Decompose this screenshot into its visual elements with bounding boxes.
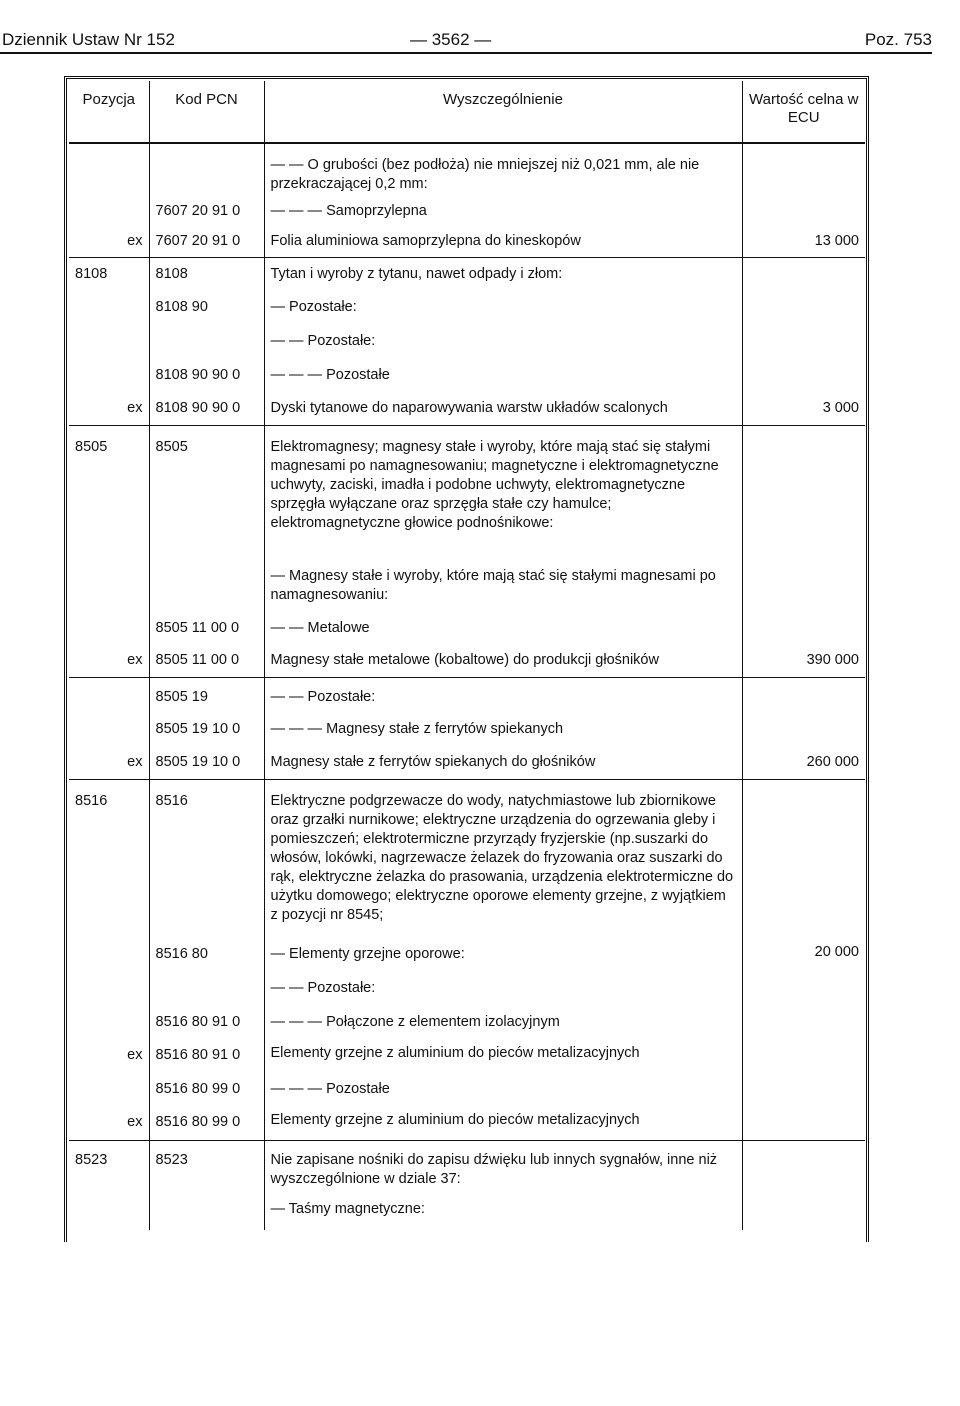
row-pozycja [69,1007,149,1040]
row-kod: 8523 [149,1140,264,1192]
row-wartosc [742,565,865,611]
row-desc: — Magnesy stałe i wyroby, które mają stać się stałymi magnesami po namagnesowaniu: [264,565,742,611]
row-wartosc: 3 000 [742,393,865,425]
row-wartosc [742,359,865,393]
row-pozycja: ex [69,226,149,257]
row-kod [149,1192,264,1230]
row-wartosc [742,973,865,1007]
table-row [69,1007,865,1040]
row-wartosc [742,143,865,194]
row-wartosc [742,194,865,226]
row-desc: — — Pozostałe: [264,973,742,1007]
row-kod: 8505 11 00 0 [149,645,264,677]
row-wartosc [742,257,865,291]
row-desc: — — Pozostałe: [264,677,742,713]
table-row [69,257,865,291]
row-pozycja: 8523 [75,1151,108,1168]
row-pozycja [69,194,149,226]
row-wartosc [742,1140,865,1192]
row-wartosc [742,1073,865,1107]
row-desc: — Elementy grzejne oporowe: [264,941,742,973]
row-kod: 8516 80 91 0 [149,1007,264,1040]
row-wartosc [742,677,865,713]
row-kod: 8108 90 [149,291,264,325]
row-desc: Magnesy stałe metalowe (kobaltowe) do produkcji głośników [264,645,742,677]
row-desc: — — — Pozostałe [264,359,742,393]
table-row [69,611,865,645]
header-pozycja: Pozycja [69,81,149,143]
row-kod: 8516 80 99 0 [149,1107,264,1140]
table-row [69,325,865,359]
row-wartosc: 260 000 [742,747,865,779]
table-row [69,143,865,194]
row-kod: 8516 80 99 0 [149,1073,264,1107]
row-pozycja: 8505 [75,438,108,455]
row-desc: Nie zapisane nośniki do zapisu dźwięku lub innych sygnałów, inne niż wyszczególnione w dziale 37: [264,1140,742,1192]
row-desc: — — — Samoprzylepna [264,194,742,226]
row-desc: Elektromagnesy; magnesy stałe i wyroby, które mają stać się stałymi magnesami po namagnesowaniu; magnetyczne i elektromagnetyczne uchwyty, zaciski, imadła i podobne uchwyty, elektromagnetyczne sprzęgła wyłączane oraz sprzęgła stałe czy hamulce; elektromagnetyczne głowice podnośnikowe: [264,425,742,565]
row-pozycja: ex [69,645,149,677]
table-row [69,291,865,325]
row-desc: Elektryczne podgrzewacze do wody, natychmiastowe lub zbiornikowe oraz grzałki nurnikowe; elektryczne urządzenia do ogrzewania gleby i pomieszczeń; elektrotermiczne przyrządy fryzjerskie (np.suszarki do włosów, lokówki, nagrzewacze żelazek do fryzowania oraz suszarki do rąk, elektryczne żelazka do prasowania, urządzenia elektrotermiczne do użytku domowego; elektryczne oporowe elementy grzejne, z wyjątkiem z pozycji nr 8545; [264,779,742,941]
page-header [0,0,960,56]
row-kod [149,565,264,611]
row-kod [149,143,264,194]
row-pozycja [69,973,149,1007]
table-row [69,973,865,1007]
table-row [69,713,865,747]
row-wartosc: 390 000 [742,645,865,677]
row-desc: — Taśmy magnetyczne: [264,1192,742,1230]
position-number: Poz. 753 [864,30,932,49]
row-wartosc [742,291,865,325]
header-wyszczegolnienie: Wyszczególnienie [264,81,742,143]
row-wartosc [742,611,865,645]
row-kod: 8516 80 [149,941,264,973]
row-kod: 8505 19 [149,677,264,713]
row-pozycja [69,611,149,645]
row-wartosc [742,1040,865,1073]
row-kod: 7607 20 91 0 [149,194,264,226]
row-desc: Magnesy stałe z ferrytów spiekanych do głośników [264,747,742,779]
table-row [69,1073,865,1107]
row-wartosc [742,713,865,747]
row-pozycja: 8516 [75,792,108,809]
row-kod: 8505 19 10 0 [149,713,264,747]
row-pozycja: 8108 [75,265,108,282]
table-row [69,393,865,425]
row-desc: Folia aluminiowa samoprzylepna do kineskopów [264,226,742,257]
row-kod [149,973,264,1007]
row-desc: — — — Połączone z elementem izolacyjnym [264,1007,742,1040]
row-kod: 8516 80 91 0 [149,1040,264,1073]
row-pozycja [69,677,149,713]
row-pozycja [69,565,149,611]
row-desc: Tytan i wyroby z tytanu, nawet odpady i złom: [264,257,742,291]
row-wartosc [742,1192,865,1230]
table-row [69,359,865,393]
table-row [69,1107,865,1140]
row-kod: 8505 11 00 0 [149,611,264,645]
row-desc: — Pozostałe: [264,291,742,325]
table-row [69,1192,865,1230]
row-pozycja [69,1073,149,1107]
header-wartosc-celna: Wartość celna w ECU [742,81,865,143]
row-kod: 8108 90 90 0 [149,393,264,425]
row-pozycja [69,359,149,393]
row-wartosc [742,425,865,565]
row-pozycja [69,325,149,359]
row-kod: 7607 20 91 0 [149,226,264,257]
row-desc: — — — Magnesy stałe z ferrytów spiekanych [264,713,742,747]
row-wartosc [742,1007,865,1040]
row-desc: — — Pozostałe: [264,325,742,359]
table-row [69,645,865,677]
row-wartosc: 20 000 [742,941,865,973]
row-kod: 8516 [149,779,264,941]
table-row [69,425,865,565]
row-desc: Elementy grzejne z aluminium do pieców metalizacyjnych [264,1040,742,1073]
table-row [69,779,865,941]
row-kod: 8505 [149,425,264,565]
table-row [69,747,865,779]
table-row [69,226,865,257]
row-desc: — — Metalowe [264,611,742,645]
row-pozycja: ex [69,393,149,425]
row-desc: — — — Pozostałe [264,1073,742,1107]
row-wartosc [742,779,865,941]
row-kod: 8108 90 90 0 [149,359,264,393]
row-desc: — — O grubości (bez podłoża) nie mniejszej niż 0,021 mm, ale nie przekraczającej 0,2 mm: [264,143,742,194]
row-desc: Dyski tytanowe do naparowywania warstw układów scalonych [264,393,742,425]
row-pozycja [69,291,149,325]
row-pozycja [69,713,149,747]
row-wartosc: 13 000 [742,226,865,257]
row-desc: Elementy grzejne z aluminium do pieców metalizacyjnych [264,1107,742,1140]
table-row [69,565,865,611]
table-row [69,194,865,226]
page-number: — 3562 — [410,30,492,49]
row-pozycja [69,143,149,194]
row-wartosc [742,1107,865,1140]
tariff-table [69,81,865,1230]
table-row [69,677,865,713]
row-pozycja [69,1192,149,1230]
header-rule [0,52,932,54]
table-row [69,1040,865,1073]
row-pozycja [69,941,149,973]
row-kod: 8505 19 10 0 [149,747,264,779]
row-pozycja: ex [69,1107,149,1140]
header-kod-pcn: Kod PCN [149,81,264,143]
row-pozycja: ex [127,1047,143,1063]
row-pozycja: ex [69,747,149,779]
table-row [69,941,865,973]
row-kod: 8108 [149,257,264,291]
journal-title: Dziennik Ustaw Nr 152 [2,30,175,49]
table-header-row [69,81,865,143]
table-row [69,1140,865,1192]
row-kod [149,325,264,359]
row-wartosc [742,325,865,359]
